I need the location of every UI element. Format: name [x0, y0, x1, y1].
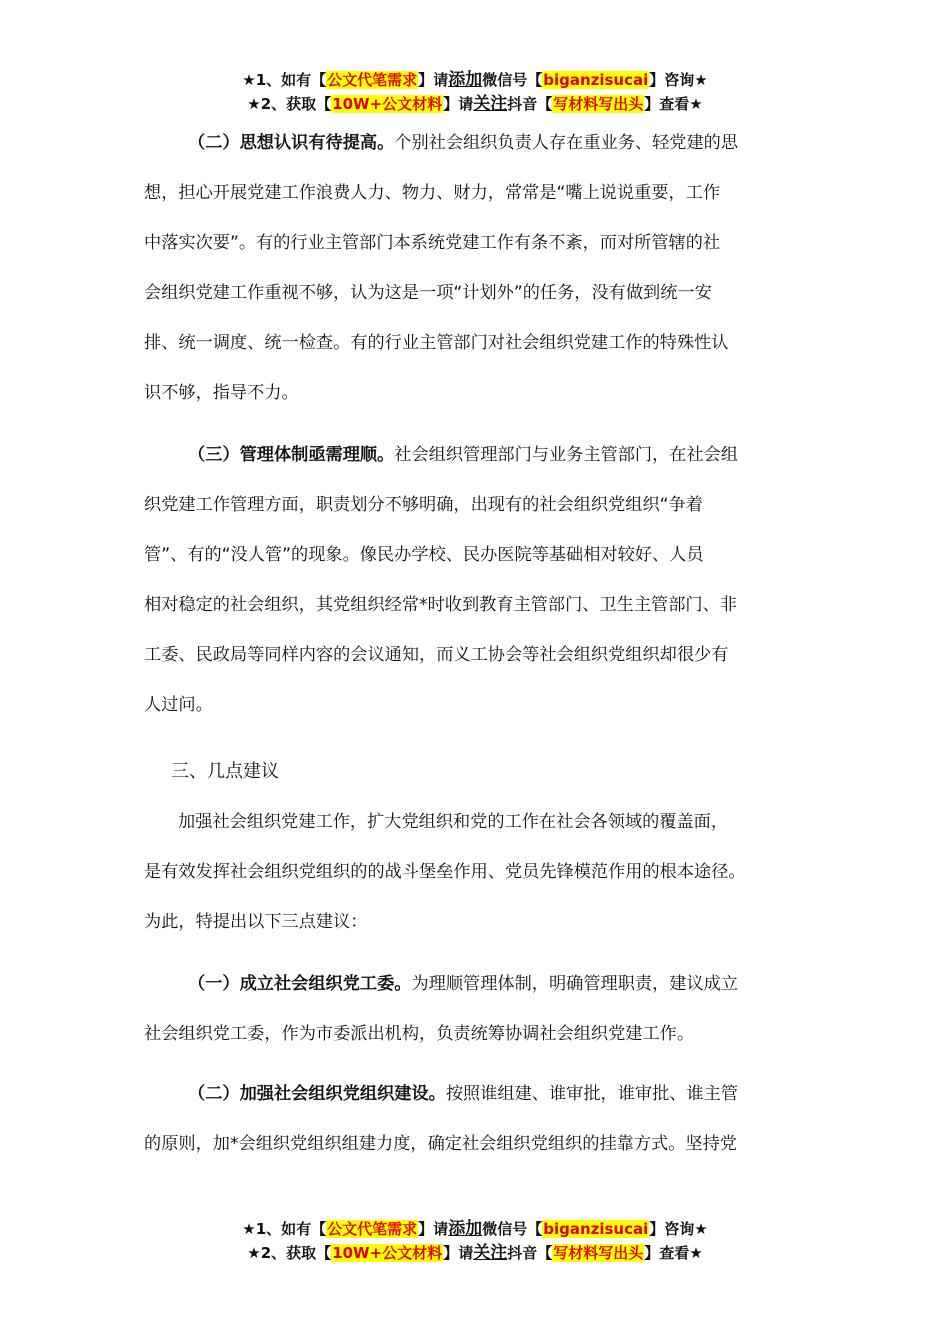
paragraph-line: 是有效发挥社会组织党组织的的战斗堡垒作用、党员先锋模范作用的根本途径。	[144, 862, 746, 882]
banner-highlight: 10W+公文材料	[332, 95, 443, 113]
banner-text: ★1、如有【	[242, 71, 327, 89]
paragraph-line: 会组织党建工作重视不够，认为这是一项“计划外”的任务，没有做到统一安	[144, 283, 712, 303]
banner-highlight: 写材料写出头	[553, 95, 644, 113]
paragraph-line: 工委、民政局等同样内容的会议通知，而义工协会等社会组织党组织却很少有	[144, 645, 729, 665]
banner-text: 抖音【	[507, 95, 553, 113]
paragraph-line: 个别社会组织负责人存在重业务、轻党建的思	[394, 133, 739, 153]
bottom-banner	[0, 1217, 950, 1265]
banner-wechat-id: biganzisucai	[543, 71, 649, 89]
banner-text: 】请	[443, 1244, 474, 1262]
paragraph-line: 按照谁组建、谁审批，谁审批、谁主管	[445, 1084, 739, 1104]
paragraph-line: 社会组织党工委，作为市委派出机构，负责统筹协调社会组织党建工作。	[144, 1024, 695, 1044]
banner-emphasis: 添加	[448, 1219, 483, 1239]
banner-highlight: 公文代笔需求	[327, 71, 418, 89]
banner-text: 】请	[418, 1220, 449, 1238]
paragraph-lead: （二）加强社会组织党组织建设。	[188, 1084, 446, 1104]
paragraph-line: 管”、有的“没人管”的现象。像民办学校、民办医院等基础相对较好、人员	[144, 545, 704, 565]
paragraph-line: 加强社会组织党建工作，扩大党组织和党的工作在社会各领域的覆盖面，	[178, 812, 729, 832]
banner-text: 】查看★	[644, 1244, 703, 1262]
paragraph-line: 人过问。	[144, 695, 213, 715]
banner-emphasis: 关注	[473, 1243, 508, 1263]
banner-text: 】查看★	[644, 95, 703, 113]
banner-wechat-id: biganzisucai	[543, 1220, 649, 1238]
banner-text: ★2、获取【	[247, 1244, 332, 1262]
paragraph-line: 相对稳定的社会组织，其党组织经常*时收到教育主管部门、卫生主管部门、非	[144, 595, 737, 615]
paragraph-lead: （二）思想认识有待提高。	[188, 133, 395, 153]
paragraph-line: 排、统一调度、统一检查。有的行业主管部门对社会组织党建工作的特殊性认	[144, 333, 729, 353]
banner-highlight: 公文代笔需求	[327, 1220, 418, 1238]
paragraph-lead: （一）成立社会组织党工委。	[188, 974, 412, 994]
document-body	[144, 118, 812, 1169]
banner-highlight: 写材料写出头	[553, 1244, 644, 1262]
banner-text: ★2、获取【	[247, 95, 332, 113]
top-banner	[0, 68, 950, 116]
paragraph-management	[144, 430, 812, 730]
banner-text: 】请	[443, 95, 474, 113]
paragraph-suggestion-2	[144, 1069, 812, 1169]
banner-line-2	[0, 1241, 950, 1265]
banner-emphasis: 关注	[473, 94, 508, 114]
paragraph-line: 社会组织管理部门与业务主管部门，在社会组	[394, 445, 739, 465]
paragraph-line: 想，担心开展党建工作浪费人力、物力、财力，常常是“嘴上说说重要，工作	[144, 183, 721, 203]
paragraph-suggestion-1	[144, 959, 812, 1059]
banner-text: 】咨询★	[649, 1220, 708, 1238]
banner-line-2	[0, 92, 950, 116]
paragraph-lead: （三）管理体制亟需理顺。	[188, 445, 395, 465]
banner-text: 】咨询★	[649, 71, 708, 89]
paragraph-line: 为理顺管理体制，明确管理职责，建议成立	[411, 974, 739, 994]
paragraph-thinking	[144, 118, 812, 418]
paragraph-line: 识不够，指导不力。	[144, 383, 299, 403]
banner-emphasis: 添加	[448, 70, 483, 90]
paragraph-line: 织党建工作管理方面，职责划分不够明确，出现有的社会组织党组织“争着	[144, 495, 703, 515]
section-heading	[144, 747, 812, 797]
banner-text: 抖音【	[507, 1244, 553, 1262]
paragraph-suggestions-intro	[144, 797, 812, 947]
banner-text: 微信号【	[482, 1220, 543, 1238]
banner-line-1	[0, 1217, 950, 1241]
banner-line-1	[0, 68, 950, 92]
banner-highlight: 10W+公文材料	[332, 1244, 443, 1262]
section-title: 三、几点建议	[171, 761, 279, 782]
banner-text: 】请	[418, 71, 449, 89]
banner-text: 微信号【	[482, 71, 543, 89]
paragraph-line: 的原则，加*会组织党组织组建力度，确定社会组织党组织的挂靠方式。坚持党	[144, 1134, 737, 1154]
banner-text: ★1、如有【	[242, 1220, 327, 1238]
paragraph-line: 为此，特提出以下三点建议：	[144, 912, 368, 932]
paragraph-line: 中落实次要”。有的行业主管部门本系统党建工作有条不紊，而对所管辖的社	[144, 233, 721, 253]
